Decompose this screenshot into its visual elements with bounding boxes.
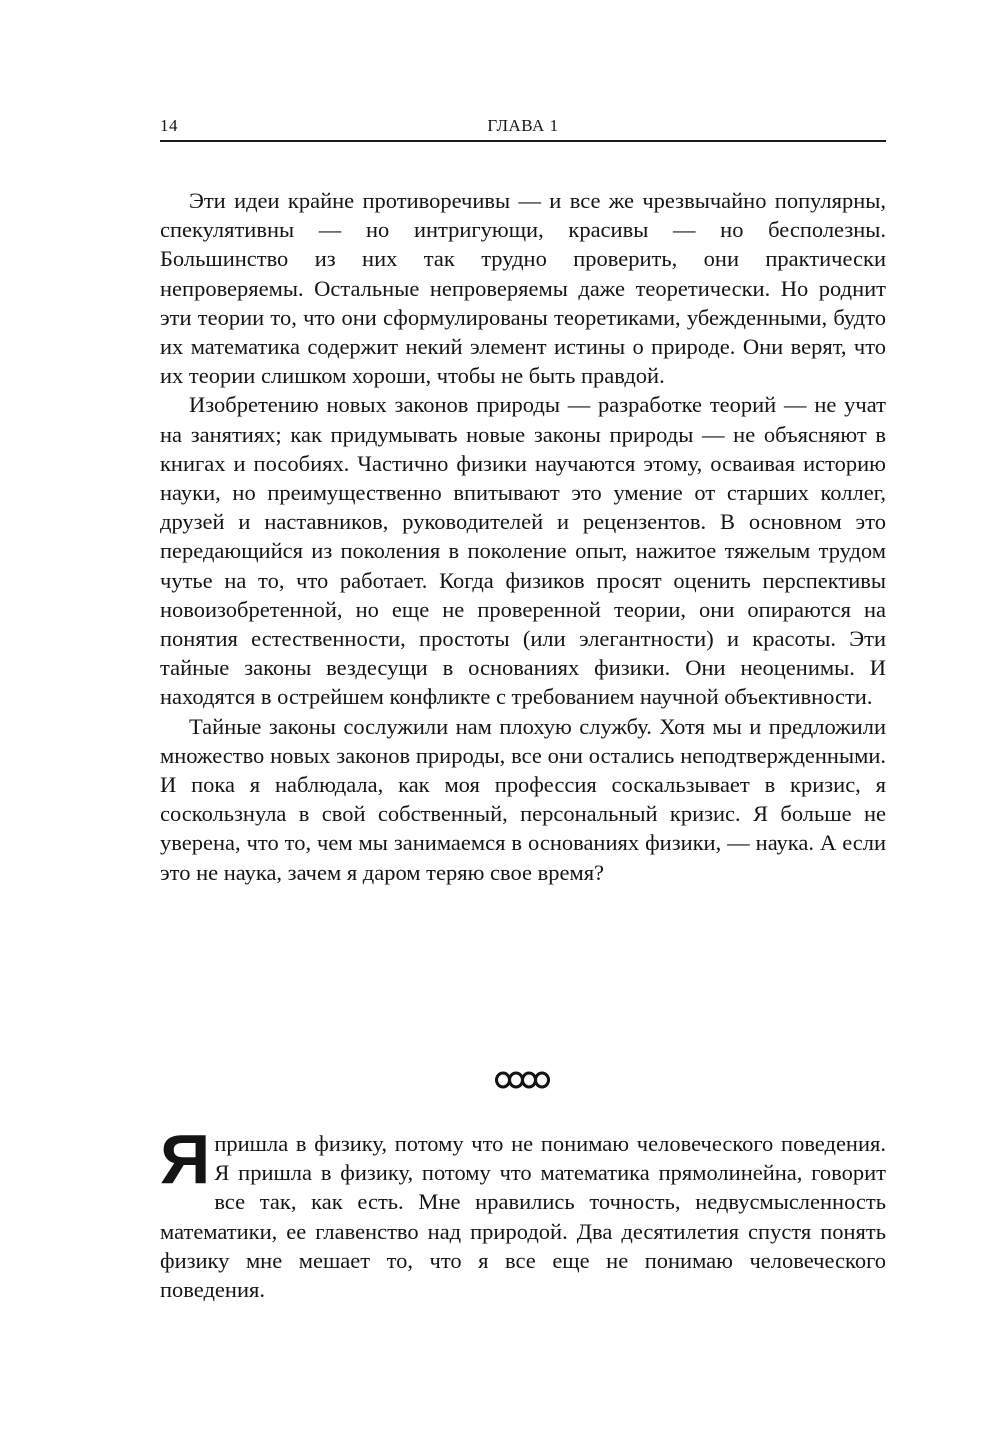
section-one <box>160 186 886 887</box>
paragraph-1: Эти идеи крайне противоречивы — и все же чрезвычайно популярны, спекулятивны — но интригующи, красивы — но бесполезны. Большинство из них так трудно проверить, они практически непроверяемы. Остальные непроверяемы даже теоретически. Но роднит эти теории то, что они сформулированы теоретиками, убежденными, будто их математика содержит некий элемент истины о природе. Они верят, что их теории слишком хороши, чтобы не быть правдой. <box>160 188 886 389</box>
paragraph-4-text: пришла в физику, потому что не понимаю человеческого поведения. Я пришла в физику, потому что математика прямолинейна, говорит все так, как есть. Мне нравились точность, недвусмысленность математики, ее главенство над природой. Два десятилетия спустя понять физику мне мешает то, что я все еще не понимаю человеческого поведения. <box>160 1131 886 1303</box>
running-head <box>160 112 886 142</box>
section-two <box>160 1120 886 1304</box>
section-break-ornament <box>160 1070 886 1095</box>
paragraph-2: Изобретению новых законов природы — разработке теорий — не учат на занятиях; как придумывать новые законы природы — не объясняют в книгах и пособиях. Частично физики научаются этому, осваивая историю науки, но преимущественно впитывают это умение от старших коллег, друзей и наставников, руководителей и рецензентов. В основном это передающийся из поколения в поколение опыт, нажитое тяжелым трудом чутье на то, что работает. Когда физиков просят оценить перспективы новоизобретенной, но еще не проверенной теории, они опираются на понятия естественности, простоты (или элегантности) и красоты. Эти тайные законы вездесущи в основаниях физики. Они неоценимы. И находятся в острейшем конфликте с требованием научной объективности. <box>160 392 886 710</box>
book-page <box>160 0 886 1447</box>
page-number: 14 <box>160 116 178 135</box>
paragraph-4 <box>160 1120 886 1304</box>
paragraph-3: Тайные законы сослужили нам плохую службу. Хотя мы и предложили множество новых законов природы, все они остались неподтвержденными. И пока я наблюдала, как моя профессия соскальзывает в кризис, я соскользнула в свой собственный, персональный кризис. Я больше не уверена, что то, чем мы занимаемся в основаниях физики, — наука. А если это не наука, зачем я даром теряю свое время? <box>160 713 886 885</box>
chain-link-ornament-icon <box>494 1070 552 1090</box>
chapter-title: ГЛАВА 1 <box>487 116 559 135</box>
drop-cap: Я <box>160 1120 211 1198</box>
